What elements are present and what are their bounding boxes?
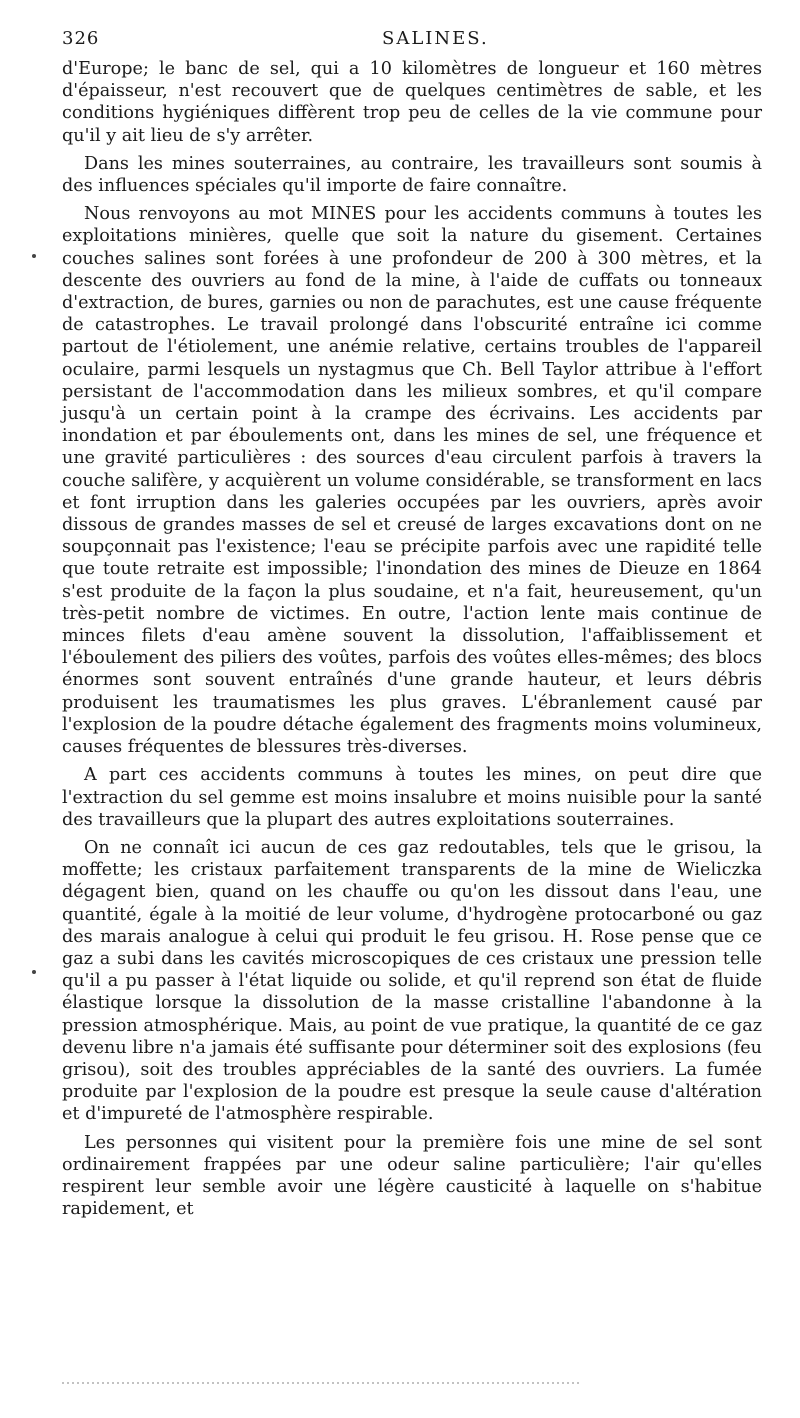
paragraph-1: d'Europe; le banc de sel, qui a 10 kilomètres de longueur et 160 mètres d'épaisseur, n'est recouvert que de quelques centimètres de sable, et les conditions hygiéniques diffèrent trop peu de celles de la vie commune pour qu'il y ait lieu de s'y arrêter. (62, 59, 762, 146)
page-number: 326 (62, 28, 100, 49)
paragraph-5: On ne connaît ici aucun de ces gaz redoutables, tels que le grisou, la moffette; les cristaux parfaitement transparents de la mine de Wieliczka dégagent bien, quand on les chauffe ou qu'on les dissout dans l'eau, une quantité, égale à la moitié de leur volume, d'hydrogène protocarboné ou gaz des marais analogue à celui qui produit le feu grisou. H. Rose pense que ce gaz a subi dans les cavités microscopiques de ces cristaux une pression telle qu'il a pu passer à l'état liquide ou solide, et qu'il reprend son état de fluide élastique lorsque la dissolution de la masse cristalline l'abandonne à la pression atmosphérique. Mais, au point de vue pratique, la quantité de ce gaz devenu libre n'a jamais été suffisante pour déterminer soit des explosions (feu grisou), soit des troubles appréciables de la santé des ouvriers. La fumée produite par l'explosion de la poudre est presque la seule cause d'altération et d'impureté de l'atmosphère respirable. (62, 837, 762, 1125)
book-page (62, 28, 762, 1226)
running-head (62, 28, 762, 58)
paragraph-6: Les personnes qui visitent pour la première fois une mine de sel sont ordinairement frappées par une odeur saline particulière; l'air qu'elles respirent leur semble avoir une légère causticité à laquelle on s'habitue rapidement, et (62, 1132, 762, 1220)
paragraph-2: Dans les mines souterraines, au contraire, les travailleurs sont soumis à des influences spéciales qu'il importe de faire connaître. (62, 153, 762, 197)
scan-noise (62, 1382, 582, 1384)
margin-mark (32, 254, 36, 258)
body-text (62, 58, 762, 1220)
paragraph-4: A part ces accidents communs à toutes les mines, on peut dire que l'extraction du sel gemme est moins insalubre et moins nuisible pour la santé des travailleurs que la plupart des autres exploitations souterraines. (62, 765, 762, 830)
paragraph-3: Nous renvoyons au mot MINES pour les accidents communs à toutes les exploitations minières, quelle que soit la nature du gisement. Certaines couches salines sont forées à une profondeur de 200 à 300 mètres, et la descente des ouvriers au fond de la mine, à l'aide de cuffats ou tonneaux d'extraction, de bures, garnies ou non de parachutes, est une cause fréquente de catastrophes. Le travail prolongé dans l'obscurité entraîne ici comme partout de l'étiolement, une anémie relative, certains troubles de l'appareil oculaire, parmi lesquels un nystagmus que Ch. Bell Taylor attribue à l'effort persistant de l'accommodation dans les milieux sombres, et qu'il compare jusqu'à un certain point à la crampe des écrivains. Les accidents par inondation et par éboulements ont, dans les mines de sel, une fréquence et une gravité particulières : des sources d'eau circulent parfois à travers la couche salifère, y acquièrent un volume considérable, se transforment en lacs et font irruption dans les galeries occupées par les ouvriers, après avoir dissous de grandes masses de sel et creusé de larges excavations dont on ne soupçonnait pas l'existence; l'eau se précipite parfois avec une rapidité telle que toute retraite est impossible; l'inondation des mines de Dieuze en 1864 s'est produite de la façon la plus soudaine, et n'a fait, heureusement, qu'un très-petit nombre de victimes. En outre, l'action lente mais continue de minces filets d'eau amène souvent la dissolution, l'affaiblissement et l'éboulement des piliers des voûtes, parfois des voûtes elles-mêmes; des blocs énormes sont souvent entraînés d'une grande hauteur, et leurs débris produisent les traumatismes les plus graves. L'ébranlement causé par l'explosion de la poudre détache également des fragments moins volumineux, causes fréquentes de blessures très-diverses. (62, 204, 762, 758)
margin-mark (32, 970, 36, 974)
section-title: SALINES. (382, 28, 489, 49)
